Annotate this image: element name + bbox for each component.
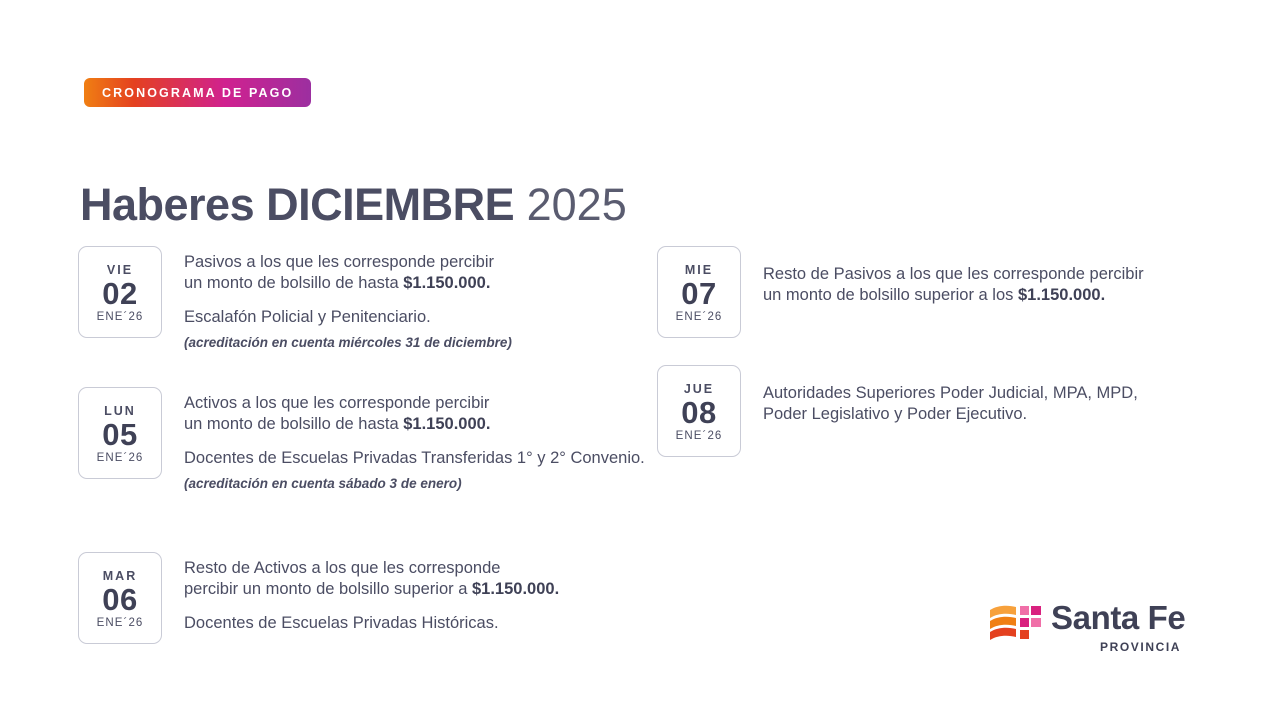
entry-line-1b: un monto de bolsillo superior a los [763, 286, 1018, 305]
entry-line-1b: Poder Legislativo y Poder Ejecutivo. [763, 405, 1028, 424]
santa-fe-logo-mark [988, 604, 1044, 648]
santa-fe-logo [988, 600, 1188, 658]
entry-line-1a: Autoridades Superiores Poder Judicial, MPA, MPD, [763, 384, 1138, 402]
date-daynumber: 05 [102, 416, 138, 452]
entry-line-1 [763, 383, 1138, 425]
schedule-entry [78, 387, 645, 491]
date-dayofweek: MIE [684, 262, 714, 277]
date-dayofweek: VIE [106, 262, 134, 277]
entry-line-2: Docentes de Escuelas Privadas Históricas. [184, 614, 499, 633]
page-title [80, 179, 627, 231]
entry-line-1a: Activos a los que les corresponde percibir [184, 394, 490, 412]
entry-line-1a: Resto de Activos a los que les corresponde [184, 559, 501, 577]
entry-line-1a: Resto de Pasivos a los que les corresponde percibir [763, 265, 1144, 283]
date-daynumber: 06 [102, 581, 138, 617]
entry-amount: $1.150.000. [403, 415, 491, 434]
schedule-entry [657, 246, 1144, 338]
page-title-part2: DICIEMBRE [266, 179, 515, 231]
date-box [657, 246, 741, 338]
entry-line-1 [763, 264, 1144, 306]
date-monthyear: ENE´26 [675, 430, 723, 443]
date-box [78, 387, 162, 479]
entry-line-2: Docentes de Escuelas Privadas Transferidas 1° y 2° Convenio. [184, 449, 645, 468]
entry-line-1b: percibir un monto de bolsillo superior a [184, 580, 472, 599]
entry-text [184, 387, 645, 491]
entry-line-1a: Pasivos a los que les corresponde percibir [184, 253, 494, 271]
date-daynumber: 07 [681, 275, 717, 311]
schedule-badge [84, 78, 311, 107]
date-dayofweek: MAR [102, 568, 138, 583]
entry-text [763, 246, 1144, 306]
page-title-part1: Haberes [80, 179, 267, 231]
date-monthyear: ENE´26 [96, 617, 144, 630]
entry-line-1 [184, 393, 645, 435]
entry-note: (acreditación en cuenta miércoles 31 de diciembre) [184, 335, 512, 351]
santa-fe-logo-text: Santa Fe [1051, 599, 1186, 636]
entry-line-1b: un monto de bolsillo de hasta [184, 415, 404, 434]
schedule-badge-label: CRONOGRAMA DE PAGO [102, 85, 294, 100]
date-monthyear: ENE´26 [675, 311, 723, 324]
entry-note: (acreditación en cuenta sábado 3 de enero) [184, 476, 462, 492]
schedule-entry [78, 246, 512, 350]
entry-line-1b: un monto de bolsillo de hasta [184, 274, 404, 293]
date-daynumber: 02 [102, 275, 138, 311]
entry-line-2: Escalafón Policial y Penitenciario. [184, 308, 431, 327]
entry-amount: $1.150.000. [1017, 286, 1106, 305]
date-box [78, 246, 162, 338]
date-dayofweek: LUN [104, 403, 136, 418]
entry-text [763, 365, 1138, 425]
schedule-entry [657, 365, 1138, 457]
santa-fe-logo-subtitle: PROVINCIA [1100, 640, 1182, 654]
entry-text [184, 246, 512, 350]
date-monthyear: ENE´26 [96, 311, 144, 324]
entry-text [184, 552, 559, 634]
entry-amount: $1.150.000. [403, 274, 491, 293]
date-monthyear: ENE´26 [96, 452, 144, 465]
date-box [78, 552, 162, 644]
schedule-entry [78, 552, 559, 644]
entry-line-1 [184, 558, 559, 600]
entry-amount: $1.150.000. [472, 580, 560, 599]
entry-line-1 [184, 252, 512, 294]
date-box [657, 365, 741, 457]
page-title-part3: 2025 [514, 179, 627, 231]
date-daynumber: 08 [681, 394, 717, 430]
date-dayofweek: JUE [683, 381, 715, 396]
